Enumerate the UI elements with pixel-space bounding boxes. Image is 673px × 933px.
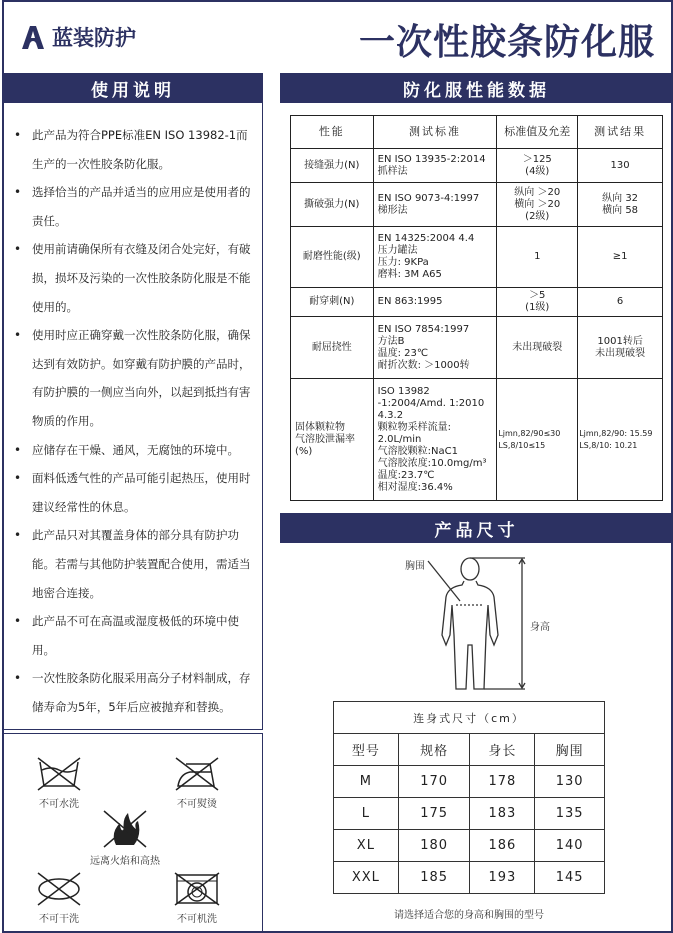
brand-name: 蓝装防护	[52, 26, 136, 50]
size-table-caption: 连身式尺寸（cm）	[334, 702, 605, 734]
column-header: 标准值及允差	[497, 116, 578, 149]
care-no-dryclean: 不可干洗	[34, 871, 84, 925]
cell-req: 未出现破裂	[497, 317, 578, 379]
performance-table	[290, 115, 663, 501]
size-cell: 193	[470, 862, 535, 894]
cell-req: 纵向 ＞20 横向 ＞20 (2级)	[497, 183, 578, 227]
column-header: 型号	[334, 734, 399, 766]
size-cell: XXL	[334, 862, 399, 894]
size-row	[334, 830, 605, 862]
column-header: 胸围	[535, 734, 605, 766]
cell-req: Ljmn,82/90≤30 LS,8/10≤15	[497, 379, 578, 501]
page-title: 一次性胶条防化服	[358, 22, 655, 63]
cell-prop: 固体颗粒物 气溶胶泄漏率 (%)	[291, 379, 374, 501]
size-cell: 185	[398, 862, 470, 894]
cell-std: EN 863:1995	[373, 288, 497, 317]
instruction-item: • 此产品只对其覆盖身体的部分具有防护功能。若需与其他防护装置配合使用，需适当地密合连接。	[14, 521, 252, 607]
instructions-list	[4, 103, 262, 721]
size-cell: 140	[535, 830, 605, 862]
cell-std: ISO 13982 -1:2004/Amd. 1:2010 4.3.2 颗粒物采样流量: 2.0L/min 气溶胶颗粒:NaC1 气溶胶浓度:10.0mg/m³ 温度:23.7℃ 相对湿度:36.4%	[373, 379, 497, 501]
instruction-item: • 使用前请确保所有衣缝及闭合处完好，有破损，损坏及污染的一次性胶条防化服是不能使用的。	[14, 235, 252, 321]
size-cell: 170	[398, 766, 470, 798]
no-dryclean-icon	[34, 871, 84, 907]
chest-label: 胸围	[405, 561, 425, 572]
cell-result: 6	[578, 288, 663, 317]
cell-prop: 接缝强力(N)	[291, 149, 374, 183]
cell-result: ≥1	[578, 227, 663, 288]
column-header: 身长	[470, 734, 535, 766]
instructions-panel	[3, 103, 263, 730]
table-header-row	[291, 116, 663, 149]
size-cell: 186	[470, 830, 535, 862]
instruction-item: • 此产品不可在高温或湿度极低的环境中使用。	[14, 607, 252, 664]
size-cell: 175	[398, 798, 470, 830]
cell-result: 1001转后 未出现破裂	[578, 317, 663, 379]
care-no-wash: 不可水洗	[34, 756, 84, 810]
brand-logo	[20, 22, 136, 52]
cell-std: EN ISO 9073-4:1997 梯形法	[373, 183, 497, 227]
column-header: 测试结果	[578, 116, 663, 149]
cell-std: EN ISO 7854:1997 方法B 温度: 23℃ 耐折次数: ＞1000转	[373, 317, 497, 379]
instruction-item: • 一次性胶条防化服采用高分子材料制成，存储寿命为5年，5年后应被抛弃和替换。	[14, 664, 252, 721]
size-cell: M	[334, 766, 399, 798]
no-machine-wash-icon	[172, 871, 222, 907]
size-row	[334, 862, 605, 894]
no-wash-icon	[34, 756, 84, 792]
body-measurement-figure	[400, 555, 540, 699]
size-note: 请选择适合您的身高和胸围的型号	[394, 910, 544, 921]
size-cell: 183	[470, 798, 535, 830]
size-row	[334, 766, 605, 798]
no-iron-icon	[172, 756, 222, 792]
size-header-row	[334, 734, 605, 766]
instruction-item: • 使用时应正确穿戴一次性胶条防化服，确保达到有效防护。如穿戴有防护膜的产品时，有防护膜的一侧应当向外，以起到抵挡有害物质的作用。	[14, 321, 252, 435]
instruction-item: • 面料低透气性的产品可能引起热压，使用时建议经常性的休息。	[14, 464, 252, 521]
table-row	[291, 149, 663, 183]
cell-result: Ljmn,82/90: 15.59 LS,8/10: 10.21	[578, 379, 663, 501]
size-cell: 135	[535, 798, 605, 830]
size-cell: XL	[334, 830, 399, 862]
table-row	[291, 183, 663, 227]
no-fire-icon	[100, 809, 150, 849]
cell-req: 1	[497, 227, 578, 288]
instruction-item: • 此产品为符合PPE标准EN ISO 13982-1而生产的一次性胶条防化服。	[14, 121, 252, 178]
column-header: 测试标准	[373, 116, 497, 149]
table-row	[291, 317, 663, 379]
cell-prop: 撕破强力(N)	[291, 183, 374, 227]
size-cell: 180	[398, 830, 470, 862]
instructions-header: 使用说明	[3, 73, 263, 103]
size-cell: L	[334, 798, 399, 830]
instruction-item: • 选择恰当的产品并适当的应用应是使用者的责任。	[14, 178, 252, 235]
performance-header: 防化服性能数据	[280, 73, 673, 103]
table-row	[291, 379, 663, 501]
cell-req: ＞5 (1级)	[497, 288, 578, 317]
size-row	[334, 798, 605, 830]
cell-prop: 耐屈挠性	[291, 317, 374, 379]
cell-prop: 耐磨性能(级)	[291, 227, 374, 288]
care-no-machine: 不可机洗	[172, 871, 222, 925]
size-table	[333, 701, 605, 894]
size-cell: 130	[535, 766, 605, 798]
human-figure-icon	[400, 555, 540, 695]
sizing-header: 产品尺寸	[280, 513, 673, 543]
cell-prop: 耐穿刺(N)	[291, 288, 374, 317]
column-header: 性能	[291, 116, 374, 149]
instruction-item: • 应储存在干燥、通风，无腐蚀的环境中。	[14, 436, 252, 465]
column-header: 规格	[398, 734, 470, 766]
table-row	[291, 288, 663, 317]
care-icons	[3, 733, 263, 933]
size-cell: 178	[470, 766, 535, 798]
cell-req: ＞125 (4级)	[497, 149, 578, 183]
cell-std: EN ISO 13935-2:2014 抓样法	[373, 149, 497, 183]
cell-result: 纵向 32 横向 58	[578, 183, 663, 227]
care-no-iron: 不可熨烫	[172, 756, 222, 810]
a-logo-icon	[20, 24, 46, 50]
care-no-fire: 远离火焰和高热	[90, 809, 160, 867]
cell-result: 130	[578, 149, 663, 183]
cell-std: EN 14325:2004 4.4 压力罐法 压力: 9KPa 磨料: 3M A65	[373, 227, 497, 288]
size-cell: 145	[535, 862, 605, 894]
height-label: 身高	[530, 622, 550, 633]
table-row	[291, 227, 663, 288]
